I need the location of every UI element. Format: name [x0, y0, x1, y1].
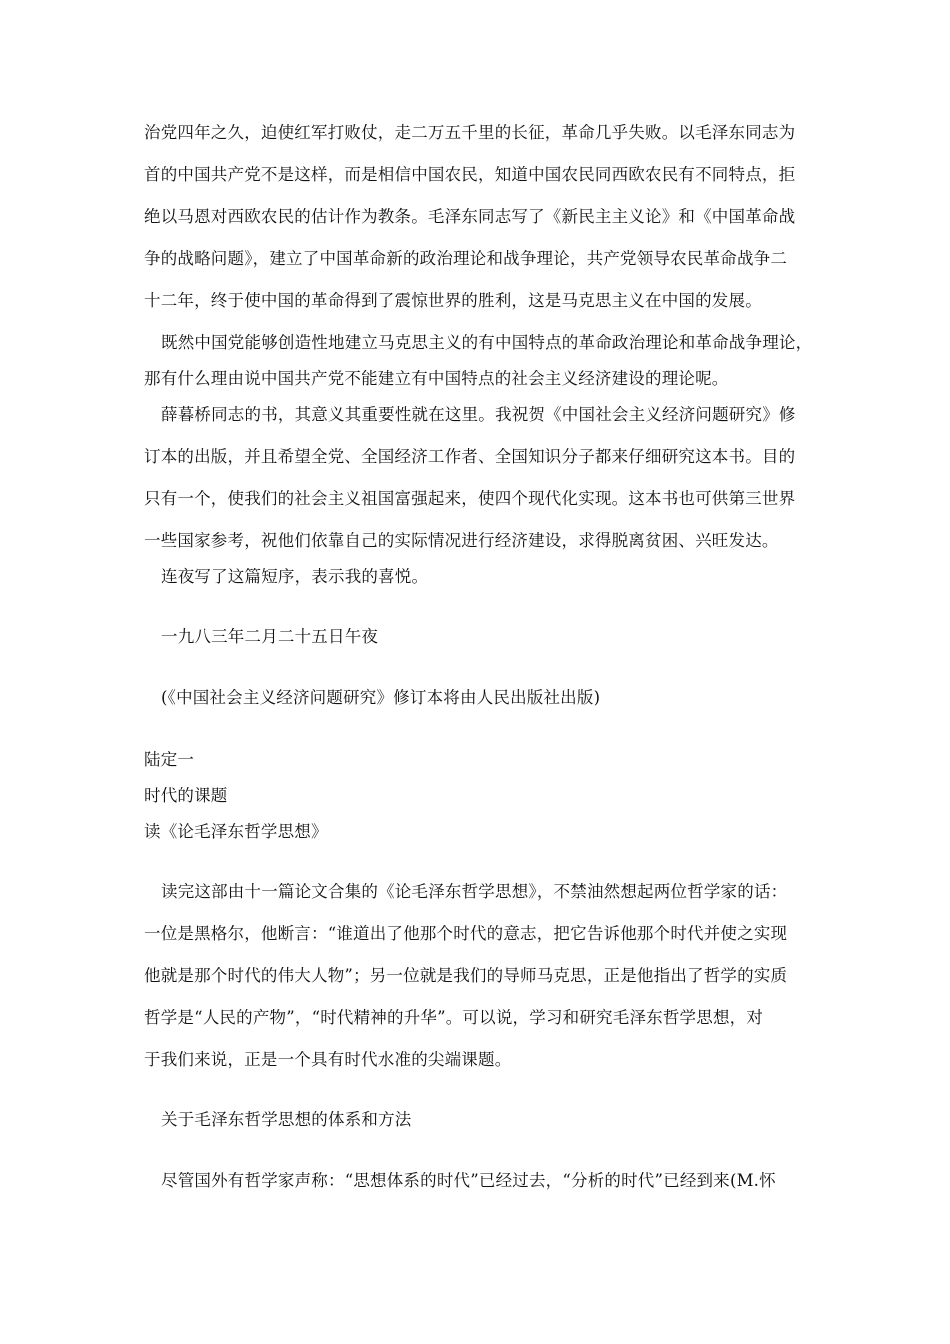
paragraph-line: 治党四年之久，迫使红军打败仗，走二万五千里的长征，革命几乎失败。以毛泽东同志为	[144, 123, 796, 142]
paragraph-line: 十二年，终于使中国的革命得到了震惊世界的胜利，这是马克思主义在中国的发展。	[144, 291, 762, 310]
paragraph-line: 既然中国党能够创造性地建立马克思主义的有中国特点的革命政治理论和革命战争理论，	[161, 333, 813, 352]
paragraph-line: 读完这部由十一篇论文合集的《论毛泽东哲学思想》，不禁油然想起两位哲学家的话：	[161, 882, 788, 901]
publication-note: (《中国社会主义经济问题研究》修订本将由人民出版社出版)	[161, 688, 601, 707]
paragraph-line: 绝以马恩对西欧农民的估计作为教条。毛泽东同志写了《新民主主义论》和《中国革命战	[144, 207, 796, 226]
paragraph-line: 一位是黑格尔，他断言：“谁道出了他那个时代的意志，把它告诉他那个时代并使之实现	[144, 924, 788, 943]
article-subtitle: 读《论毛泽东哲学思想》	[144, 822, 328, 841]
paragraph-line: 薛暮桥同志的书，其意义其重要性就在这里。我祝贺《中国社会主义经济问题研究》修	[161, 405, 796, 424]
paragraph-line: 只有一个，使我们的社会主义祖国富强起来，使四个现代化实现。这本书也可供第三世界	[144, 489, 796, 508]
paragraph-line: 首的中国共产党不是这样，而是相信中国农民，知道中国农民同西欧农民有不同特点，拒	[144, 165, 796, 184]
date-line: 一九八三年二月二十五日午夜	[161, 627, 379, 646]
paragraph-line: 尽管国外有哲学家声称：“思想体系的时代”已经过去，“分析的时代”已经到来(M.怀	[161, 1171, 776, 1190]
author-name: 陆定一	[144, 750, 195, 769]
paragraph-line: 那有什么理由说中国共产党不能建立有中国特点的社会主义经济建设的理论呢。	[144, 369, 729, 388]
paragraph-line: 争的战略问题》，建立了中国革命新的政治理论和战争理论，共产党领导农民革命战争二	[144, 249, 788, 268]
paragraph-line: 一些国家参考，祝他们依靠自己的实际情况进行经济建设，求得脱离贫困、兴旺发达。	[144, 531, 779, 550]
paragraph-line: 哲学是“人民的产物”，“时代精神的升华”。可以说，学习和研究毛泽东哲学思想，对	[144, 1008, 764, 1027]
section-heading: 关于毛泽东哲学思想的体系和方法	[161, 1110, 412, 1129]
paragraph-line: 他就是那个时代的伟大人物”；另一位就是我们的导师马克思，正是他指出了哲学的实质	[144, 966, 788, 985]
paragraph-line: 连夜写了这篇短序，表示我的喜悦。	[161, 567, 429, 586]
paragraph-line: 于我们来说，正是一个具有时代水准的尖端课题。	[144, 1050, 512, 1069]
article-title: 时代的课题	[144, 786, 228, 805]
paragraph-line: 订本的出版，并且希望全党、全国经济工作者、全国知识分子都来仔细研究这本书。目的	[144, 447, 796, 466]
